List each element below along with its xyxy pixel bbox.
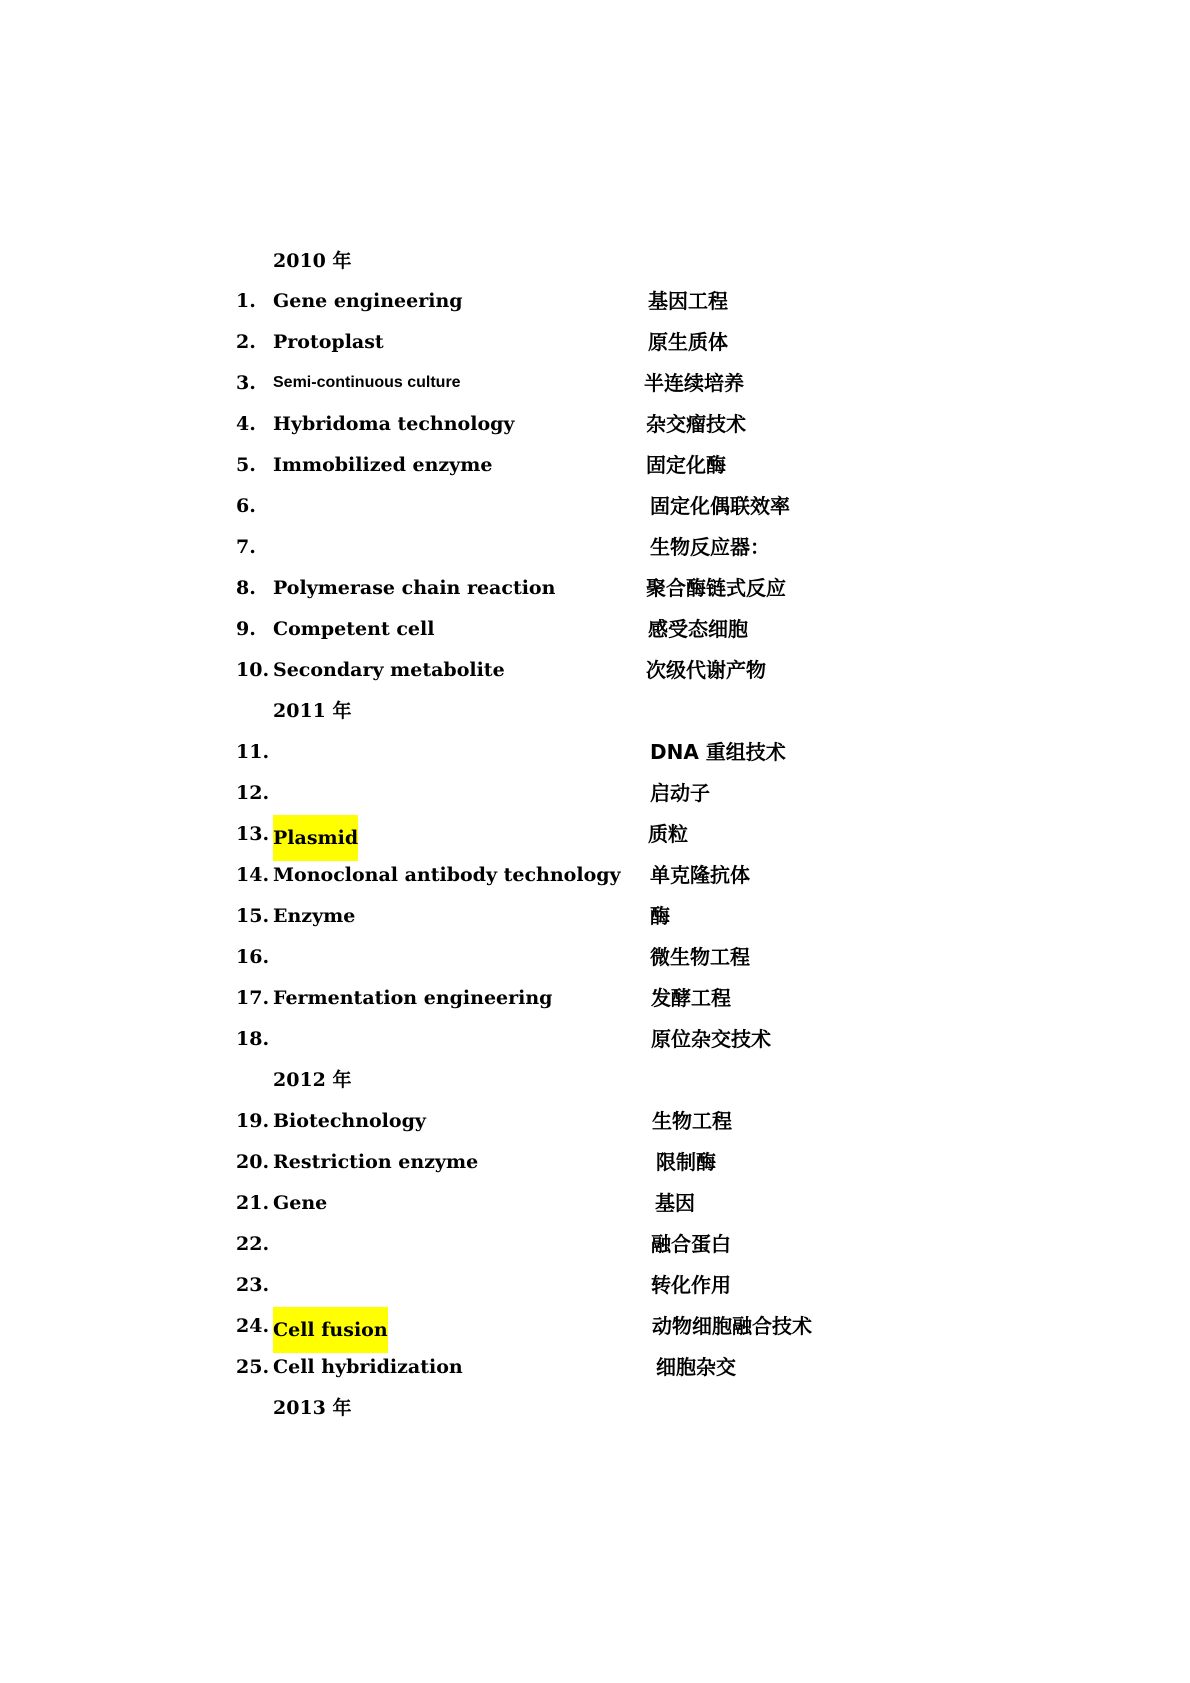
term-chinese: 基因工程 [648, 289, 728, 313]
term-english: Immobilized enzyme [273, 454, 493, 476]
term-chinese: 生物工程 [652, 1109, 732, 1133]
term-number: 21. [236, 1192, 270, 1214]
term-row [0, 774, 1190, 812]
term-chinese: 细胞杂交 [656, 1355, 736, 1379]
term-english: Gene [273, 1192, 328, 1214]
year-heading [0, 692, 1190, 730]
term-chinese: 融合蛋白 [651, 1232, 731, 1256]
term-row [0, 733, 1190, 771]
term-english: Semi-continuous culture [273, 374, 461, 391]
term-chinese: 发酵工程 [651, 986, 731, 1010]
term-row [0, 1307, 1190, 1345]
term-number: 8. [236, 577, 256, 599]
term-english: Polymerase chain reaction [273, 577, 556, 599]
term-english: Cell hybridization [273, 1356, 463, 1378]
term-chinese: 酶 [650, 904, 670, 928]
term-chinese: 杂交瘤技术 [646, 412, 746, 436]
term-number: 25. [236, 1356, 270, 1378]
year-label: 2011 年 [273, 700, 352, 722]
term-chinese: 固定化偶联效率 [650, 494, 790, 518]
term-row [0, 856, 1190, 894]
term-chinese: 微生物工程 [650, 945, 750, 969]
term-chinese: 转化作用 [651, 1273, 731, 1297]
term-chinese: 感受态细胞 [648, 617, 748, 641]
term-chinese: 单克隆抗体 [650, 863, 750, 887]
year-heading [0, 1061, 1190, 1099]
term-number: 7. [236, 536, 256, 558]
term-english: Protoplast [273, 331, 384, 353]
term-row [0, 815, 1190, 853]
year-label: 2010 年 [273, 250, 352, 272]
term-english: Restriction enzyme [273, 1151, 479, 1173]
term-chinese: 半连续培养 [644, 371, 744, 395]
term-number: 14. [236, 864, 270, 886]
term-number: 16. [236, 946, 270, 968]
term-row [0, 1348, 1190, 1386]
term-row [0, 610, 1190, 648]
term-number: 19. [236, 1110, 270, 1132]
term-number: 23. [236, 1274, 270, 1296]
term-number: 4. [236, 413, 256, 435]
term-number: 2. [236, 331, 256, 353]
term-chinese: DNA 重组技术 [650, 740, 786, 764]
term-number: 12. [236, 782, 270, 804]
year-heading [0, 1389, 1190, 1427]
term-chinese: 固定化酶 [646, 453, 726, 477]
term-english: Secondary metabolite [273, 659, 505, 681]
term-number: 11. [236, 741, 270, 763]
term-row [0, 323, 1190, 361]
term-chinese: 限制酶 [656, 1150, 716, 1174]
term-number: 6. [236, 495, 256, 517]
term-english: Monoclonal antibody technology [273, 864, 621, 886]
term-row [0, 528, 1190, 566]
term-row [0, 1184, 1190, 1222]
term-english: Competent cell [273, 618, 435, 640]
term-row [0, 1143, 1190, 1181]
term-english: Enzyme [273, 905, 356, 927]
term-row [0, 1225, 1190, 1263]
term-row [0, 651, 1190, 689]
term-number: 1. [236, 290, 256, 312]
term-number: 24. [236, 1315, 270, 1337]
term-number: 9. [236, 618, 256, 640]
term-row [0, 1266, 1190, 1304]
term-chinese: 聚合酶链式反应 [646, 576, 786, 600]
term-english: Fermentation engineering [273, 987, 553, 1009]
term-number: 5. [236, 454, 256, 476]
term-english-highlighted: Cell fusion [273, 1307, 388, 1353]
term-chinese: 质粒 [648, 822, 688, 846]
term-row [0, 569, 1190, 607]
year-heading [0, 242, 1190, 280]
term-number: 20. [236, 1151, 270, 1173]
term-chinese: 动物细胞融合技术 [652, 1314, 812, 1338]
term-number: 10. [236, 659, 270, 681]
term-number: 15. [236, 905, 270, 927]
term-row [0, 282, 1190, 320]
term-english: Gene engineering [273, 290, 463, 312]
year-label: 2012 年 [273, 1069, 352, 1091]
year-label: 2013 年 [273, 1397, 352, 1419]
term-row [0, 446, 1190, 484]
term-chinese: 原位杂交技术 [651, 1027, 771, 1051]
term-chinese: 启动子 [650, 781, 710, 805]
term-row [0, 1102, 1190, 1140]
term-english: Biotechnology [273, 1110, 426, 1132]
term-chinese: 原生质体 [648, 330, 728, 354]
term-chinese: 基因 [655, 1191, 695, 1215]
term-english-highlighted: Plasmid [273, 815, 358, 861]
term-row [0, 405, 1190, 443]
term-row [0, 938, 1190, 976]
term-number: 3. [236, 372, 256, 394]
term-english: Hybridoma technology [273, 413, 515, 435]
term-number: 18. [236, 1028, 270, 1050]
term-row [0, 897, 1190, 935]
term-chinese: 次级代谢产物 [646, 658, 766, 682]
term-number: 22. [236, 1233, 270, 1255]
term-row [0, 979, 1190, 1017]
term-row [0, 364, 1190, 402]
term-row [0, 487, 1190, 525]
term-number: 17. [236, 987, 270, 1009]
term-chinese: 生物反应器： [650, 535, 770, 559]
term-number: 13. [236, 823, 270, 845]
term-row [0, 1020, 1190, 1058]
